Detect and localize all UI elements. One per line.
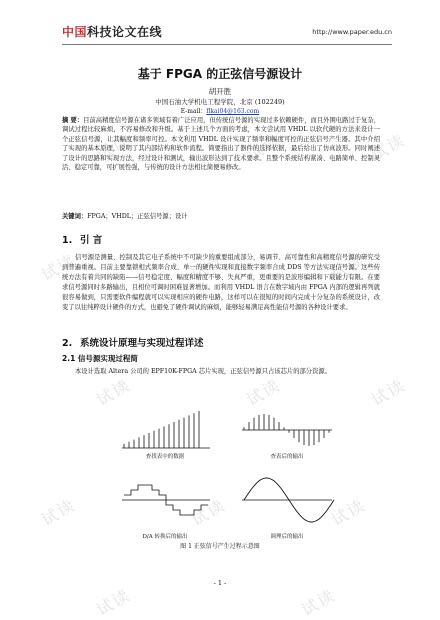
abstract-label: 摘 要： [62, 117, 84, 124]
section-2-number: 2. [62, 338, 73, 349]
watermark-mark: 试读 [243, 130, 284, 165]
section-1-body: 信号源是测量、控制及其它电子系统中不可缺少的重要组成部分，易调节、高可靠性和高精度信号源的研究受到普遍重视。目前主要靠锁相式频率合成、单一的硬件实现和直接数字频率合成 DDS 等方法实现信号源。这些传统方法有着共同的缺陷——信号稳定度、幅度和精度不够、失真严重，更重要的是波形编辑和下载能力有限。在要求信号源同时多路输出，且相位可调时困难显著增加。而利用 VHDL 语言在数字域内由 FPGA 内部的逻辑再列就很容易做到，只需要软件编程就可以实现相应的硬件电路，这样可以在很短的时间内完成十分复杂的系统设计，改变了以往纯粹设计硬件的方式，也避免了硬件调试的麻烦，能够轻易满足高性能信号源的各种设计要求。 [62, 254, 380, 312]
paper-title: 基于 FPGA 的正弦信号源设计 [137, 67, 303, 81]
site-logo[interactable] [62, 24, 162, 40]
panel-conditioned-output [242, 478, 334, 540]
email-label: E-mail： [180, 108, 207, 115]
watermark-mark: 试读 [188, 250, 229, 285]
panel-lookup-table [122, 411, 210, 460]
section-2-1-heading [62, 353, 138, 364]
logo-prefix: 中国 [62, 25, 88, 39]
abstract [62, 116, 380, 172]
panel-da-output [122, 485, 210, 540]
watermark-mark: 试读 [298, 585, 339, 620]
email-link[interactable]: flkai04@163.com [206, 108, 260, 115]
watermark-mark: 试读 [38, 495, 79, 530]
keywords-label: 关键词： [62, 213, 88, 220]
paper-affiliation: 中国石油大学机电工程学院，北京 (102249) [155, 98, 285, 106]
keywords [62, 211, 380, 220]
site-url[interactable]: http://www.paper.edu.cn [312, 28, 392, 36]
watermark-mark: 试读 [93, 585, 134, 620]
watermark-mark: 试读 [38, 250, 79, 285]
figure-1-caption: 图 1 正弦信号产生过程示意图 [180, 543, 260, 550]
panel-b-label: 查表后的输出 [270, 454, 304, 460]
figure-1 [110, 400, 340, 550]
section-2-1-number: 2.1 [62, 354, 76, 363]
watermark-mark: 试读 [243, 375, 284, 410]
logo-text: 科技论文在线 [87, 25, 163, 39]
watermark-mark: 试读 [368, 375, 409, 410]
watermark-mark: 试读 [328, 250, 369, 285]
watermark-mark: 试读 [93, 130, 134, 165]
section-2-title: 系统设计原理与实现过程详述 [80, 338, 204, 349]
watermark-mark: 试读 [93, 375, 134, 410]
panel-a-label: 查找表中的数据 [145, 454, 185, 460]
section-1-title: 引 言 [80, 235, 103, 246]
paper-email-line [0, 106, 440, 115]
watermark-mark: 试读 [368, 130, 409, 165]
keywords-text: FPGA；VHDL；正弦信号源；设计 [87, 213, 188, 220]
paper-author: 胡开胜 [208, 87, 232, 96]
page-number: - 1 - [213, 579, 227, 587]
panel-d-label: 调理后的输出 [270, 534, 304, 540]
panel-table-output [242, 414, 332, 460]
section-1-heading [62, 232, 102, 246]
abstract-text: 目前高精度信号源在诸多领域有着广泛应用，但传统信号源的实现过多依赖硬件，而且外围电路过于复杂，调试过程比较麻烦，不容易修改和升级。基于上述几个方面的考虑，本文尝试用 VHDL 以软代硬的方法来设计一个正弦信号源，让其幅度和频率可控。本文利用 VHDL 设计实现了频率和幅度可控的正弦信号产生器。其中介绍了实现的基本原理，说明了其内部结构和软件流程。简要指出了器件的选择依据，最后给出了仿真波形。同时阐述了设计的思路和实现方法，经过设计和测试，输出波形达到了技术要求。且整个系统结构紧凑、电路简单、控制灵活、稳定可靠，可扩展性强，与传统的设计方法相比简便易修改。 [62, 117, 381, 172]
section-2-1-title: 信号源实现过程简 [77, 354, 138, 363]
section-2-body: 本设计选取 Altera 公司的 EPF10K-FPGA 芯片实现，正弦信号源只占该芯片的部分资源。 [75, 368, 331, 375]
panel-c-label: D/A 转换后的输出 [142, 534, 188, 540]
section-2-heading [62, 335, 204, 349]
page-header [62, 24, 392, 45]
section-1-number: 1. [62, 235, 73, 246]
watermark-mark: 试读 [188, 495, 229, 530]
watermark-mark: 试读 [328, 495, 369, 530]
